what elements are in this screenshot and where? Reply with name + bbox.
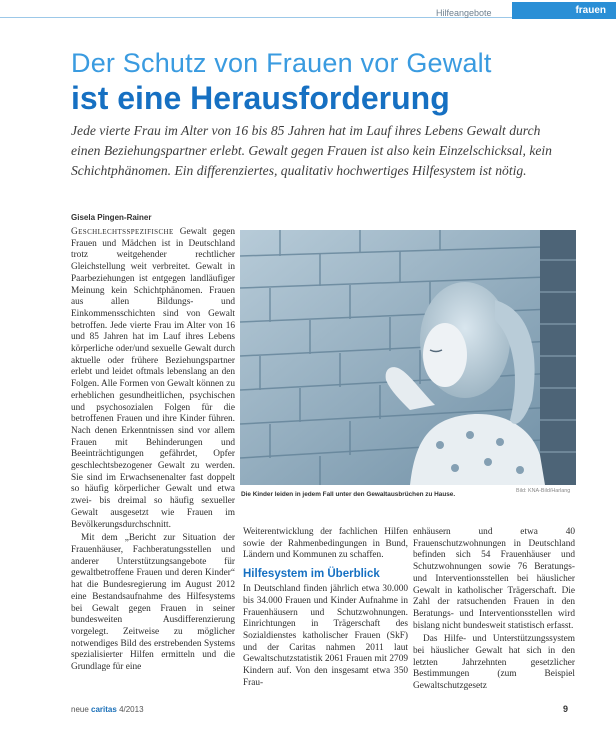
opening-words: Geschlechtsspezifische [71, 227, 174, 237]
body-paragraph: enhäusern und etwa 40 Frauenschutzwohnungen in Deutschland befinden sich 54 Frauenhäuser und Schutzwohnungen sowie 76 Beratungs- und Interventionsstellen bei häuslicher Gewalt in katholischer Trägerschaft. Die Zahl der ratsuchenden Frauen in den Beratungs- und Interventionsstellen wird bislang nicht bundesweit statistisch erfasst. [413, 527, 575, 631]
article-title-line1: Der Schutz von Frauen vor Gewalt [71, 48, 492, 78]
paragraph-text: Gewalt gegen Frauen und Mädchen ist in Deutschland trotz weitgehender rechtlicher Gleichstellung weit verbreitet. Gewalt in Paarbeziehungen ist entgegen landläufiger Meinung kein Schichtphänomen. Frauen aus allen Bildungs- und Einkommensschichten sind von Gewalt betroffen. Jede vierte Frau im Alter von 16 und 85 Jahren hat im Lauf ihres Lebens körperliche oder/und sexuelle Gewalt durch aktuelle oder frühere Beziehungspartner erlebt und leidet oftmals lebenslang an den Folgen. Alle Formen von Gewalt können zu erheblichen gesundheitlichen, psychischen und psychosozialen Folgen für die betroffenen Frauen und ihre Kinder führen. Nach denen Erkenntnissen sind vor allem Frauen mit Behinderungen und Beeinträchtigungen gefährdet, Opfer geschlechtsbezogener Gewalt zu werden. Sie sind im Erwachsenenalter fast doppelt so häufig körperlicher Gewalt und etwa zwei- bis dreimal so häufig sexueller Gewalt ausgesetzt wie Frauen im Bevölkerungsdurchschnitt. [71, 227, 235, 530]
page-number: 9 [563, 704, 569, 714]
footer-publication [71, 705, 144, 714]
body-paragraph: Das Hilfe- und Unterstützungssystem bei häuslicher Gewalt hat sich in den letzten Jahrzehnten gesetzlicher Bestimmungen (zum Beispiel Gewaltschutzgesetz [413, 634, 575, 692]
section-subheading: Hilfesystem im Überblick [243, 568, 380, 581]
body-paragraph: Weiterentwicklung der fachlichen Hilfen sowie der Rahmenbedingungen in Bund, Ländern und Kommunen zu schaffen. [243, 527, 408, 561]
body-paragraph: Mit dem „Bericht zur Situation der Frauenhäuser, Fachberatungsstellen und anderer Unterstützungsangebote für gewaltbetroffene Frauen und deren Kinder“ hat die Bundesregierung im August 2012 eine Bestandsaufnahme des Hilfesystems bei Gewalt gegen Frauen in seiner bundesweiten Ausdifferenzierung vorgelegt. Zeitweise zu möglicher notwendiges Bild des erstrebenden Systems spezialisierter Hilfen ermitteln und die Grundlage für eine [71, 533, 235, 673]
footer-brand: caritas [91, 705, 117, 714]
body-column-3 [413, 527, 575, 692]
girl-at-wall-image [240, 230, 576, 485]
photo-caption: Die Kinder leiden in jedem Fall unter den Gewaltausbrüchen zu Hause. [241, 491, 456, 498]
author-byline: Gisela Pingen-Rainer [71, 213, 152, 222]
article-title-line2: ist eine Herausforderung [71, 80, 450, 116]
footer-issue: 4/2013 [119, 705, 144, 714]
section-label: Hilfeangebote [436, 8, 492, 18]
footer-prefix: neue [71, 705, 89, 714]
photo-credit: Bild: KNA-Bild/Harlang [516, 488, 571, 494]
article-photo [240, 230, 576, 485]
body-paragraph [71, 227, 235, 531]
category-tab[interactable]: frauen [512, 2, 616, 19]
body-column-1 [71, 227, 235, 693]
article-lead: Jede vierte Frau im Alter von 16 bis 85 Jahren hat im Lauf ihres Lebens Gewalt durch einen Beziehungspartner erlebt. Gewalt gegen Frauen ist also kein Einzelschicksal, kein Schichtphänomen. Ein differenziertes, qualitativ hochwertiges Hilfesystem ist nötig. [71, 123, 552, 178]
body-paragraph: In Deutschland finden jährlich etwa 30.000 bis 34.000 Frauen und Kinder Aufnahme in Frauenhäusern und Schutzwohnungen. Einrichtungen in Trägerschaft des Sozialdienstes katholischer Frauen (SkF) und der Caritas nahmen 2011 laut Gewaltschutzstatistik 2061 Frauen mit 2709 Kindern auf. Von den insgesamt etwa 350 Frau- [243, 584, 408, 688]
body-column-2 [243, 527, 408, 692]
